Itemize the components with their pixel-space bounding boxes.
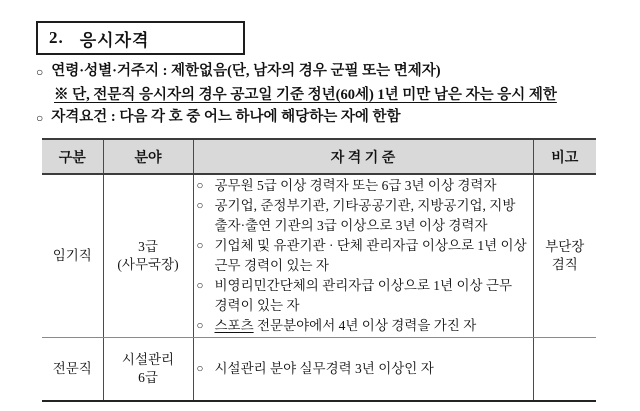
header-criteria: 자 격 기 준 [193, 139, 533, 174]
item-circle-marker-icon: ○ [196, 320, 204, 332]
table-body [42, 174, 596, 401]
criteria-item: ○ 비영리민간단체의 관리자급 이상으로 1년 이상 근무 경력이 있는 자 [194, 276, 533, 316]
category-cell: 전문직 [42, 338, 103, 402]
note-cell: 부단장 겸직 [533, 174, 596, 338]
bullet-age-restriction-text: 연령·성별·거주지 : 제한없음(단, 남자의 경우 군필 또는 면제자) [51, 63, 441, 79]
section-title-box [36, 21, 245, 55]
criteria-item: ○ 공기업, 준정부기관, 기타공공기관, 지방공기업, 지방 출자·출연 기관의 3급 이상으로 3년 이상 경력자 [194, 196, 533, 236]
bullet-retirement-note [54, 86, 557, 105]
item-circle-marker-icon: ○ [196, 280, 204, 292]
note-cell [533, 338, 596, 402]
header-field: 분야 [103, 139, 193, 174]
item-circle-marker-icon: ○ [196, 200, 204, 212]
criteria-cell [193, 338, 533, 402]
header-note: 비고 [533, 139, 596, 174]
category-cell: 임기직 [42, 174, 103, 338]
item-circle-marker-icon: ○ [196, 363, 204, 375]
item-circle-marker-icon: ○ [196, 180, 204, 192]
criteria-item: ○ 기업체 및 유관기관 · 단체 관리자급 이상으로 1년 이상 근무 경력이 있는 자 [194, 236, 533, 276]
circle-bullet-icon: ○ [36, 111, 44, 125]
bullet-qualification-requirement [36, 108, 400, 127]
retirement-note-underlined [54, 86, 557, 105]
item-circle-marker-icon: ○ [196, 240, 204, 252]
header-category: 구분 [42, 139, 103, 174]
table-header-row [42, 139, 596, 174]
table-row [42, 338, 596, 402]
qualification-table [42, 138, 596, 402]
field-cell: 3급 (사무국장) [103, 174, 193, 338]
criteria-cell [193, 174, 533, 338]
criteria-item: ○ 공무원 5급 이상 경력자 또는 6급 3년 이상 경력자 [194, 176, 533, 196]
section-number: 2. [49, 28, 64, 47]
bullet-qualification-requirement-text: 자격요건 : 다음 각 호 중 어느 하나에 해당하는 자에 한함 [51, 109, 401, 125]
retirement-note-text: 단, 전문직 응시자의 경우 공고일 기준 정년(60세) 1년 미만 남은 자는 응시 제한 [72, 87, 557, 103]
circle-bullet-icon: ○ [36, 65, 44, 79]
criteria-item: ○ 스포츠 전문분야에서 4년 이상 경력을 가진 자 [194, 316, 533, 336]
criteria-item: ○ 시설관리 분야 실무경력 3년 이상인 자 [194, 359, 533, 379]
table-row [42, 174, 596, 338]
bullet-age-restriction [36, 62, 441, 81]
section-title: 응시자격 [79, 30, 150, 50]
field-cell: 시설관리 6급 [103, 338, 193, 402]
reference-mark-icon: ※ [54, 87, 69, 103]
